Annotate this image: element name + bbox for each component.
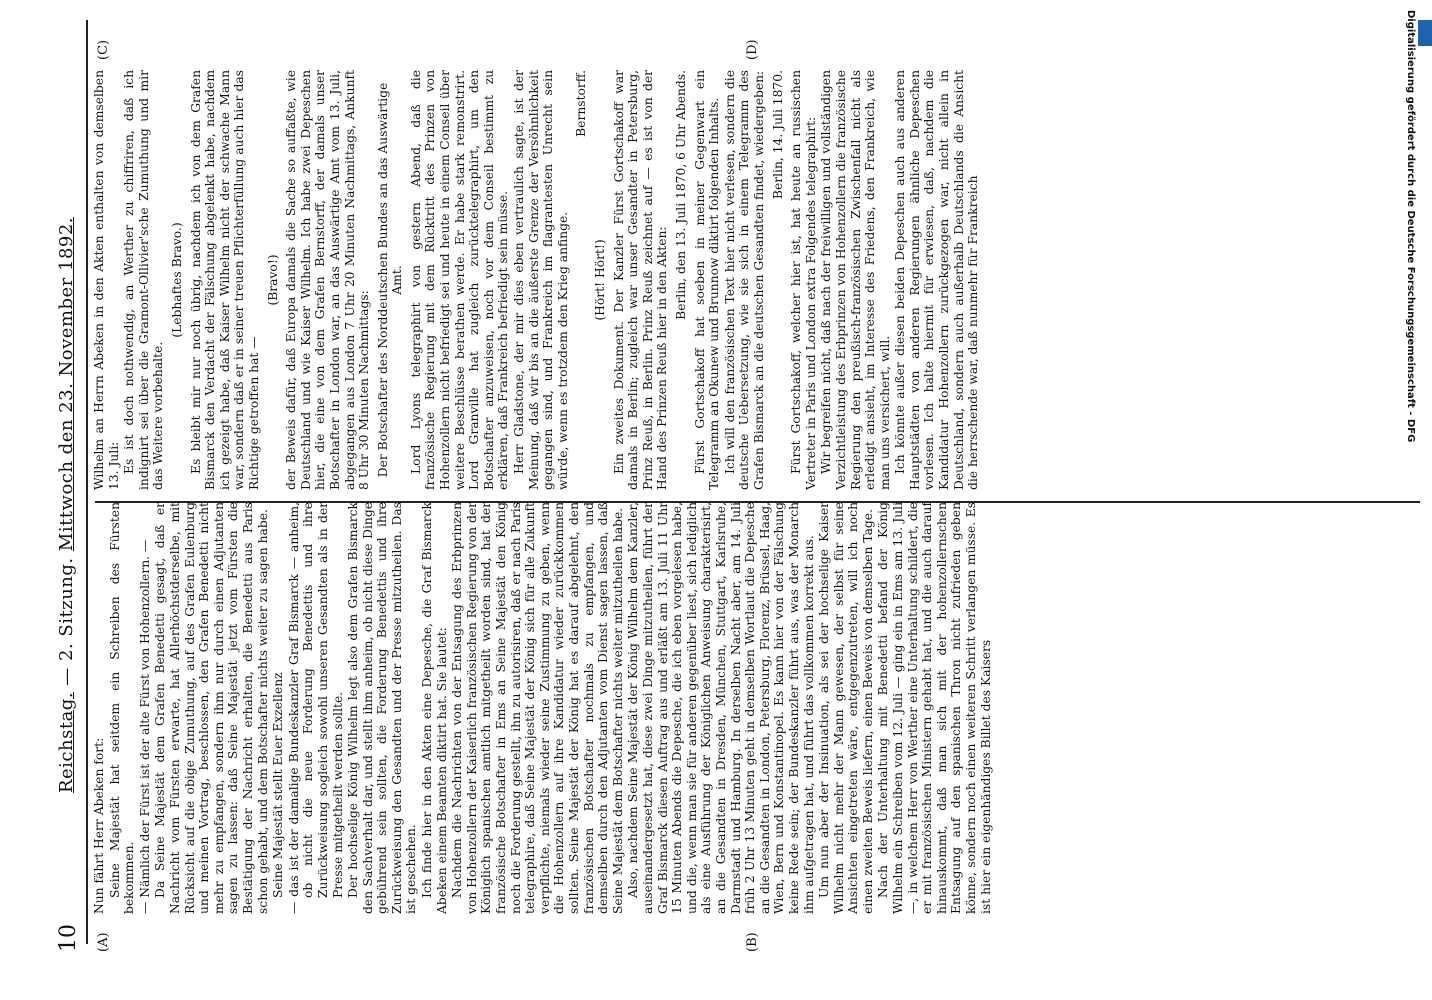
paragraph: Um nun aber der Insinuation, als sei der hochselige Kaiser Wilhelm nicht mehr der Mann gewesen, der selbst für seine Ansichten eingetreten wäre, entgegenzutreten, will ich noch einen zweiten Beweis liefern, einen Beweis von demselben Tage. [817, 502, 875, 914]
running-head [56, 110, 77, 900]
paragraph: Ich will den französischen Text hier nicht verlesen, sondern die deutsche Uebersetzung, wie sie sich in einem Telegramm des Grafen Bismarck an die deutschen Gesandten findet, wiedergeben: [722, 70, 766, 490]
margin-marker-d: (D) [745, 39, 760, 60]
paragraph: Seine Majestät stellt Euer Exzellenz [271, 672, 286, 898]
header-rule [86, 20, 88, 944]
margin-marker-a: (A) [96, 932, 111, 952]
paragraph: Fürst Gortschakoff hat soeben in meiner Gegenwart ein Telegramm an Okunew und Brunnow diktirt folgenden Inhalts. [692, 70, 722, 490]
paragraph: (Lebhaftes Bravo.) [169, 222, 184, 338]
paragraph: Lord Lyons telegraphirt von gestern Abend, daß die französische Regierung mit dem Rücktritt des Prinzen von Hohenzollern nicht befriedigt sei und heute in einem Conseil über weitere Beschlüsse berathen werde. Er habe stark remonstrirt. Lord Granville hat zugleich zurücktelegraphirt, um den Botschafter anzuweisen, noch vor dem Conseil bestimmt zu erklären, daß Frankreich befriedigt sein müsse. [408, 70, 511, 490]
paragraph: Fürst Gortschakoff, welcher hier ist, hat heute an russischen Vertreter in Paris und London extra Folgendes telegraphirt: [789, 70, 818, 490]
margin-marker-b: (B) [745, 932, 760, 952]
paragraph: Seine Majestät hat seitdem ein Schreiben des Fürsten bekommen. [107, 502, 137, 914]
paragraph: Der hochselige König Wilhelm legt also dem Grafen Bismarck den Sachverhalt dar, und stellt ihm anheim, ob nicht diese Dinge gebührend sein sollten, die Forderung Benedettis und ihre Zurückweisung den Gesandten und der Presse mitzutheilen. Das ist geschehen. [346, 502, 419, 914]
paragraph: Nach der Unterhaltung mit Benedetti befand der König Wilhelm ein Schreiben vom 12. Juli — ging ein in Ems am 13. Juli —, in welchem Herr von Werther eine Unterhaltung schildert, die er mit französischen Ministern gehabt hat, und die auch darauf hinauskommt, daß man sich mit der hohenzollernschen Entsagung auf den spanischen Thron nicht zufrieden geben könne, sondern noch einen weiteren Schritt verlangen müsse. Es ist hier ein eigenhändiges Billet des Kaisers [876, 502, 993, 914]
paragraph: (Hört! Hört!) [593, 239, 607, 321]
paragraph: Nachdem die Nachrichten von der Entsagung des Erbprinzen von Hohenzollern der Kaiserlich französischen Regierung von der Königlich spanischen amtlich mitgetheilt worden sind, hat der französische Botschafter in Ems an Seine Majestät den König noch die Forderung gestellt, ihn zu autorisiren, daß er nach Paris telegraphire, daß Seine Majestät der König sich für alle Zukunft verpflichte, niemals wieder seine Zustimmung zu geben, wenn die Hohenzollern auf ihre Kandidatur wieder zurückkommen sollten. Seine Majestät der König hat es darauf abgelehnt, den französischen Botschafter nochmals zu empfangen, und demselben durch den Adjutanten vom Dienst sagen lassen, daß Seine Majestät dem Botschafter nichts weiter mitzutheilen habe. [450, 502, 625, 914]
paragraph: Da Seine Majestät dem Grafen Benedetti gesagt, daß er Nachricht vom Fürsten erwarte, hat Allerhöchstderselbe, mit Rücksicht auf die obige Zumuthung, auf des Grafen Eulenburg und meinen Vortrag, beschlossen, den Grafen Benedetti nicht mehr zu empfangen, sondern ihm nur durch einen Adjutanten sagen zu lassen: daß Seine Majestät jetzt vom Fürsten die Bestätigung der Nachricht erhalten, die Benedetti aus Paris schon gehabt, und dem Botschafter nichts weiter zu sagen habe. [153, 502, 270, 914]
paragraph: Ein zweites Dokument. Der Kanzler Fürst Gortschakoff war damals in Berlin; zugleich war unser Gesandter in Petersburg, Prinz Reuß, in Berlin. Prinz Reuß zeichnet auf — es ist von der Hand des Prinzen Reuß hier in den Akten: [611, 70, 670, 490]
paragraph: Wir begreifen nicht, daß nach der freiwilligen und vollständigen Verzichtleistung des Erbprinzen von Hohenzollern die französische Regierung den preußisch-französischen Zwischenfall nicht als erledigt ansieht, im Interesse des Friedens, den Frankreich, wie man uns versichert, will. [819, 70, 892, 490]
paragraph: der Beweis dafür, daß Europa damals die Sache so auffaßte, wie Deutschland und wie Kaiser Wilhelm. Ich habe zwei Depeschen hier, die eine von dem Grafen Bernstorff, der damals unser Botschafter in London war, an das Auswärtige Amt vom 13. Juli, abgegangen aus London 7 Uhr 20 Minuten Nachmittags, Ankunft 8 Uhr 30 Minuten Nachmittags: [284, 70, 372, 490]
paragraph: (Bravo!) [265, 254, 280, 306]
page-header [50, 40, 90, 970]
paragraph: Bernstorff. [574, 70, 589, 137]
paragraph: — das ist der damalige Bundeskanzler Graf Bismarck — anheim, ob nicht die neue Forderung Benedettis und ihre Zurückweisung sogleich sowohl unseren Gesandten als in der Presse mitgetheilt werden sollte. [286, 502, 345, 914]
paragraph: Der Botschafter des Norddeutschen Bundes an das Auswärtige Amt. [375, 82, 405, 478]
paragraph: Ich finde hier in den Akten eine Depesche, die Graf Bismarck Abeken einem Beamten diktirt hat. Sie lautet: [420, 502, 449, 914]
running-head-mid: — 2. Sitzung. [56, 557, 77, 686]
left-column [92, 502, 1422, 914]
paragraph: Wilhelm an Herrn Abeken in den Akten enthalten von demselben 13. Juli: [92, 70, 121, 490]
paragraph: Ich könnte außer diesen beiden Depeschen auch aus anderen Hauptstädten von anderen Regierungen ähnliche Depeschen vorlesen. Ich halte hiermit für erwiesen, daß, nachdem die Kandidatur Hohenzollern zurückgezogen war, nicht allein in Deutschland, sondern auch außerhalb Deutschlands die Ansicht die herrschende war, daß nunmehr für Frankreich [893, 70, 981, 490]
paragraph: Also, nachdem Seine Majestät der König Wilhelm dem Kanzler, auseinandergesetzt hat, diese zwei Dinge mitzutheilen, führt der Graf Bismarck diesen Auftrag aus und erläßt am 13. Juli 11 Uhr 15 Minuten Abends die Depesche, die ich eben vorgelesen habe, und die, wenn man sie für anderen gegenüber liest, sich lediglich als eine Ausführung der Königlichen Anweisung charakterisirt, an die Gesandten in Dresden, München, Stuttgart, Karlsruhe, Darmstadt und Hamburg. In derselben Nacht aber, am 14. Juli früh 2 Uhr 13 Minuten geht in demselben Wortlaut die Depesche an die Gesandten in London, Petersburg, Florenz, Brüssel, Haag, Wien, Bern und Konstantinopel. Es kann hier von der Fälschung keine Rede sein; der Bundeskanzler führt aus, was der Monarch ihm aufgetragen hat, und führt das vollkommen korrekt aus. [626, 502, 816, 914]
page-number: 10 [56, 924, 81, 952]
paragraph: Berlin, den 13. Juli 1870, 6 Uhr Abends. [673, 70, 688, 320]
right-column [92, 70, 1422, 490]
paragraph: — Nämlich der Fürst ist der alte Fürst von Hohenzollern. — [137, 539, 152, 914]
margin-marker-c: (C) [96, 39, 111, 60]
digitization-credit: Digitalisierung gefördert durch die Deutsche Forschungsgemeinschaft - DFG [1405, 10, 1416, 443]
paragraph: Es bleibt mir nur noch übrig, nachdem ich von dem Grafen Bismarck den Verdacht der Fälschung abgelenkt habe, nachdem ich gezeigt habe, daß Kaiser Wilhelm nicht der schwache Mann war, sondern daß er in seiner treuen Pflichterfüllung auch hier das Richtige getroffen hat — [188, 70, 261, 490]
running-head-right: Mittwoch den 23. November 1892. [56, 216, 77, 552]
paragraph: Berlin, 14. Juli 1870. [770, 70, 785, 200]
dfg-logo [1418, 20, 1432, 46]
paragraph: Nun fährt Herr Abeken fort: [92, 737, 106, 914]
paragraph: Es ist doch nothwendig, an Werther zu chiffriren, daß ich indignirt sei über die Gramont-Ollivier'sche Zumuthung und mir das Weitere vorbehalte. [122, 70, 166, 490]
running-head-left: Reichstag. [56, 691, 77, 794]
paragraph: Herr Gladstone, der mir dies eben vertraulich sagte, ist der Meinung, daß wir bis an die äußerste Grenze der Versöhnlichkeit gegangen sind, und Frankreich im flagrantesten Unrecht sein würde, wenn es trotzdem den Krieg anfinge. [512, 70, 570, 490]
